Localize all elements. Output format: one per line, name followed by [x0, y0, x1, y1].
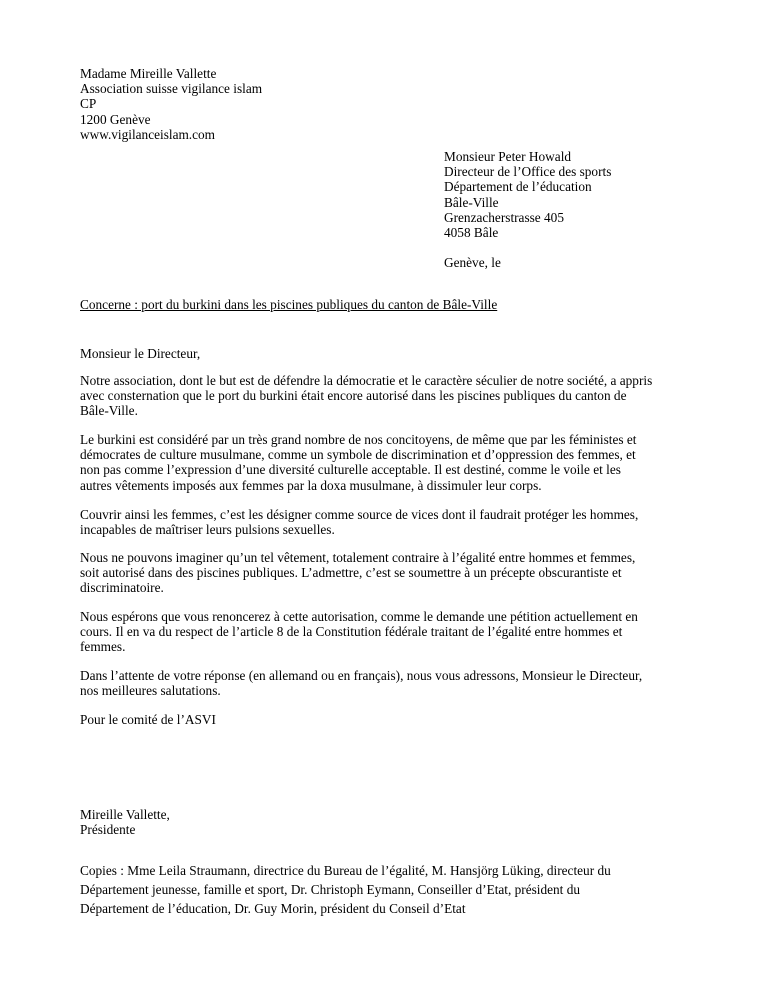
paragraph-4	[80, 550, 700, 596]
paragraph-5	[80, 609, 700, 655]
paragraph-line: Bâle-Ville.	[80, 403, 138, 419]
paragraph-line: Couvrir ainsi les femmes, c’est les désigner comme source de vices dont il faudrait protéger les hommes,	[80, 507, 639, 522]
subject-line: Concerne : port du burkini dans les piscines publiques du canton de Bâle-Ville	[80, 297, 498, 312]
paragraph-line: discriminatoire.	[80, 580, 164, 596]
copies-list	[80, 862, 611, 918]
sender-address	[80, 66, 262, 142]
copies-line: Département jeunesse, famille et sport, Dr. Christoph Eymann, Conseiller d’Etat, président du	[80, 881, 580, 897]
paragraph-line: Dans l’attente de votre réponse (en allemand ou en français), nous vous adressons, Monsieur le Directeur,	[80, 668, 643, 683]
sender-organization: Association suisse vigilance islam	[80, 81, 263, 97]
salutation: Monsieur le Directeur,	[80, 346, 201, 361]
paragraph-line: autres vêtements imposés aux femmes par la doxa musulmane, à dissimuler leur corps.	[80, 477, 542, 493]
paragraph-line: non pas comme l’expression d’une diversité culturelle acceptable. Il est destiné, comme le voile et les	[80, 462, 621, 478]
paragraph-7	[80, 712, 700, 727]
paragraph-line: Nous espérons que vous renoncerez à cette autorisation, comme le demande une pétition actuellement en	[80, 609, 638, 624]
signature-block	[80, 807, 170, 837]
recipient-title: Directeur de l’Office des sports	[444, 164, 612, 180]
paragraph-6	[80, 668, 700, 698]
copies-line: Copies : Mme Leila Straumann, directrice du Bureau de l’égalité, M. Hansjörg Lüking, directeur du	[80, 863, 611, 878]
paragraph-line: cours. Il en va du respect de l’article 8 de la Constitution fédérale traitant de l’égalité entre hommes et	[80, 624, 623, 640]
recipient-address	[444, 149, 611, 240]
paragraph-line: avec consternation que le port du burkini était encore autorisé dans les piscines publiques du canton de	[80, 388, 627, 404]
paragraph-2	[80, 432, 700, 493]
paragraph-3	[80, 507, 700, 537]
signature-name: Mireille Vallette,	[80, 807, 170, 822]
paragraph-line: nos meilleures salutations.	[80, 683, 221, 699]
paragraph-line: Nous ne pouvons imaginer qu’un tel vêtement, totalement contraire à l’égalité entre hommes et femmes,	[80, 550, 636, 565]
sender-city: 1200 Genève	[80, 111, 151, 127]
copies-line: Département de l’éducation, Dr. Guy Morin, président du Conseil d’Etat	[80, 900, 466, 916]
recipient-name: Monsieur Peter Howald	[444, 149, 572, 164]
sender-box: CP	[80, 96, 97, 112]
paragraph-line: femmes.	[80, 639, 126, 655]
paragraph-line: Le burkini est considéré par un très grand nombre de nos concitoyens, de même que par les féministes et	[80, 432, 637, 447]
recipient-canton: Bâle-Ville	[444, 194, 499, 210]
recipient-city: 4058 Bâle	[444, 225, 499, 241]
place-date: Genève, le	[444, 255, 501, 270]
sender-name: Madame Mireille Vallette	[80, 66, 217, 81]
recipient-department: Département de l’éducation	[444, 179, 592, 195]
signature-role: Présidente	[80, 822, 136, 838]
paragraph-line: soit autorisé dans des piscines publiques. L’admettre, c’est se soumettre à un précepte obscurantiste et	[80, 565, 622, 581]
paragraph-line: démocrates de culture musulmane, comme un symbole de discrimination et d’oppression des femmes, et	[80, 447, 636, 463]
paragraph-line: Notre association, dont le but est de défendre la démocratie et le caractère séculier de notre société, a appris	[80, 373, 653, 388]
recipient-street: Grenzacherstrasse 405	[444, 209, 564, 225]
paragraph-1	[80, 373, 700, 419]
paragraph-line: Pour le comité de l’ASVI	[80, 712, 216, 727]
sender-website: www.vigilanceislam.com	[80, 126, 216, 142]
paragraph-line: incapables de maîtriser leurs pulsions sexuelles.	[80, 522, 335, 538]
